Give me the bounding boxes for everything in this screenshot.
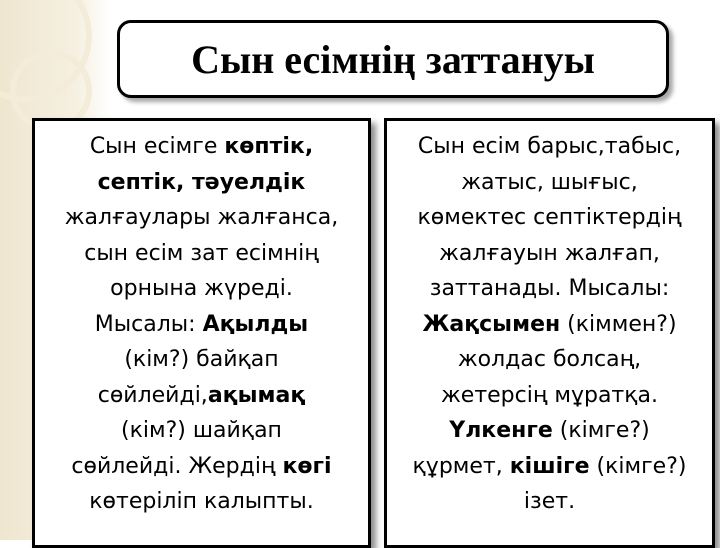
bold-term: кішіге (509, 453, 590, 479)
text-line (45, 129, 358, 165)
bold-term: Ақылды (202, 311, 309, 337)
slide-title: Сын есімнің заттануы (191, 36, 595, 82)
right-text-card (384, 118, 715, 548)
bold-term: көгі (282, 453, 332, 479)
text-line: орнына жүреді. (110, 276, 293, 301)
text-segment: (кіммен?) (560, 311, 677, 337)
text-line: ізет. (523, 489, 576, 514)
bold-term: көптік, (224, 134, 314, 159)
text-segment: Мысалы: (94, 311, 203, 337)
text-line: көмектес септіктердің (417, 205, 682, 230)
text-line (45, 378, 358, 414)
bold-term: септік, тәуелдік (97, 169, 306, 195)
bold-term: Жақсымен (422, 311, 561, 337)
text-line (395, 413, 704, 449)
text-line: (кім?) байқап (124, 347, 279, 372)
text-line (395, 449, 704, 485)
text-segment: (кімге?) (589, 453, 687, 479)
text-line: жалғаулары жалғанса, (64, 205, 339, 230)
text-line: жолдас болсаң, (457, 347, 642, 372)
left-text-card (32, 118, 371, 548)
bold-term: ақымақ (207, 382, 306, 408)
text-line: Сын есім барыс,табыс, (417, 134, 682, 159)
bold-term: Үлкенге (449, 418, 553, 443)
text-line (45, 449, 358, 485)
text-line: заттанады. Мысалы: (429, 276, 670, 301)
text-line: көтеріліп калыпты. (89, 489, 314, 514)
text-line: сын есім зат есімнің (84, 240, 319, 266)
text-line: жетерсің мұратқа. (440, 382, 659, 408)
title-box (117, 20, 669, 98)
text-line: (кім?) шайқап (121, 418, 282, 443)
text-segment: (кімге?) (552, 418, 650, 443)
text-segment: Сын есімге (89, 134, 225, 159)
text-line (45, 307, 358, 343)
text-segment: сөйлейді, (97, 382, 208, 408)
text-line (395, 307, 704, 343)
text-line: жалғауын жалғап, (439, 240, 660, 266)
text-line (45, 165, 358, 201)
text-segment: құрмет, (412, 453, 510, 479)
text-segment: сөйлейді. Жердің (71, 453, 283, 479)
text-line: жатыс, шығыс, (461, 169, 638, 195)
